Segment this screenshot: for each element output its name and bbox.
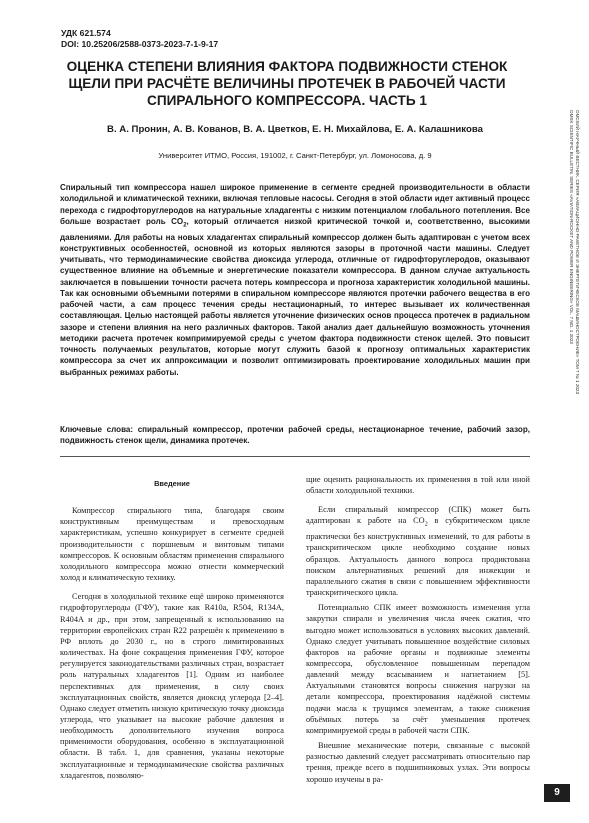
paragraph: Компрессор спирального типа, благодаря своим конструктивным преимуществам и превосходным характеристикам, успешно конкурирует в сегменте средней производительности с поршневым и винтовым типами компрессоров. К основным областям применения спирального холодильного компрессора можно отнести коммерческий холод и климатическую технику. [60,506,284,583]
article-identifiers [61,28,218,50]
paragraph-subscript: 2 [424,522,428,529]
section-heading: Введение [154,479,190,488]
body-column-left [60,478,284,785]
doi: DOI: 10.25206/2588-0373-2023-7-1-9-17 [61,39,219,49]
sidebar-line-ru: ОМСКИЙ НАУЧНЫЙ ВЕСТНИК. СЕРИЯ «АВИАЦИОННО-РАКЕТНОЕ И ЭНЕРГЕТИЧЕСКОЕ МАШИНОСТРОЕНИЕ» ТОМ 7 № 1 2023 [575,110,580,395]
keywords: Ключевые слова: спиральный компрессор, протечки рабочей среды, нестационарное течение, рабочий зазор, подвижность стенок щели, динамика протечек. [60,425,530,446]
abstract-subscript: 2 [183,222,187,229]
section-divider [60,456,530,457]
page-number: 9 [544,784,570,802]
journal-sidebar [556,110,580,440]
udk-code: УДК 621.574 [61,28,111,38]
affiliation: Университет ИТМО, Россия, 191002, г. Санкт-Петербург, ул. Ломоносова, д. 9 [158,151,432,160]
paragraph [306,504,530,598]
paragraph: щие оценить рациональность их применения в той или иной области холодильной техники. [306,475,530,496]
journal-sidebar-text [556,110,580,440]
sidebar-line-en: OMSK SCIENTIFIC BULLETIN. SERIES «AVIATION-ROCKET AND POWER ENGINEERING» VOL. 7 NO. 1 2023 [569,110,574,344]
abstract-text-2: , который отличается низкой критической точкой и, соответственно, высокими давлениями. Для работы на новых хладагентах спиральный компрессор должен быть адаптирован с учетом всех конструктивных особенностей, основной из которых являются зазоры в проточной части машины. Следует учитывать, что термодинамические свойства диоксида углерода, отличные от гидрофторуглеродов, оказывают существенное влияние на объемные и энергетические показатели компрессора. В данном случае актуальность заключается в повышении точности расчета потерь компрессора и прогноза характеристик холодильной машины. Так как основными объемными потерями в спиральном компрессоре являются протечки рабочего вещества в его рабочей части, а сам процесс течения среды нестационарный, то интерес вызывает их количественная составляющая. Целью настоящей работы является уточнение физических основ процесса протечек в радиальном зазоре и степени влияния на него различных факторов. Такой анализ дает дальнейшую возможность уточнения методики расчета протечек компримируемой среды с учетом фактора подвижности стенок щелей. Это повысит точность получаемых результатов, которые могут служить базой к прогнозу оптимальных характеристик компрессора за счет их аппроксимации и позволит оптимизировать проектирование холодильных машин при выбранных режимах работы. [60,216,530,377]
paragraph: Внешние механические потери, связанные с высокой разностью давлений следует рассматривать относительно пар трения, прежде всего в подшипниковых узлах. Эти вопросы хорошо изучены в ра- [306,741,530,784]
authors: В. А. Пронин, А. В. Кованов, В. А. Цветков, Е. Н. Михайлова, Е. А. Калашникова [107,124,483,135]
paragraph: Потенциально СПК имеет возможность изменения угла закрутки спирали и увеличения числа ячеек сжатия, что выгодно может использоваться в условиях высоких давлений. Однако следует учитывать повышенное воздействие силовых факторов на рабочие органы и подвижные элементы компрессора, обусловленное повышенным перепадом давлений между всасыванием и нагнетанием [5]. Актуальными становятся вопросы снижения нагрузки на детали компрессора, проектирования надёжной системы подачи масла к трущимся элементам, а также снижения объёмных потерь за счёт уменьшения протечек компримируемой среды в рабочей части СПК. [306,603,530,735]
paragraph-text-1: Если спиральный компрессор (СПК) может быть адаптирован к работе на CO [306,505,530,526]
paragraph: Сегодня в холодильной технике ещё широко применяются гидрофторуглероды (ГФУ), такие как R410a, R504, R134A, R404A и др., при этом, запрещенный к использованию на территории европейских стран R22 разрешён к применению в РФ вплоть до 2030 г., но в строго лимитированных количествах. На фоне сокращения применения ГФУ, которое регулируется законодательствами различных стран, возрастает роль натуральных хладагентов [1]. Одним из наиболее перспективных для применения, в силу своих эксплуатационных свойств, является диоксид углерода [2–4]. Однако следует отметить низкую критическую точку диоксида углерода, что указывает на высокие рабочие давления и необходимость дополнительного изучения вопроса применимости оборудования, особенно в эксплуатационной области. В табл. 1, для сравнения, указаны некоторые эксплуатационные и термодинамические свойства различных хладагентов, позволяю- [60,592,284,780]
body-column-right [306,474,530,789]
abstract [60,182,530,378]
article-title: ОЦЕНКА СТЕПЕНИ ВЛИЯНИЯ ФАКТОРА ПОДВИЖНОСТИ СТЕНОК ЩЕЛИ ПРИ РАСЧЁТЕ ВЕЛИЧИНЫ ПРОТЕЧЕК В РАБОЧЕЙ ЧАСТИ СПИРАЛЬНОГО КОМПРЕССОРА. ЧАСТЬ 1 [66,59,508,108]
abstract-text-1: Спиральный тип компрессора нашел широкое применение в сегменте средней производительности в области холодильной и климатической техники, включая тепловые насосы. Сегодня в этой области идет активный процесс перехода с гидрофторуглеродов на натуральные хладагенты с низким потенциалом глобального потепления. Все больше возрастает роль CO [60,183,530,226]
paragraph-text-2: в субкритическом цикле практически без конструктивных изменений, то для работы в транскритическом цикле необходимо создание новых образцов. Актуальность данного вопроса продиктована поиском альтернативных решений для инжекции и параллельного сжатия в связи с повышением эффективности транскритического цикла. [306,516,530,598]
